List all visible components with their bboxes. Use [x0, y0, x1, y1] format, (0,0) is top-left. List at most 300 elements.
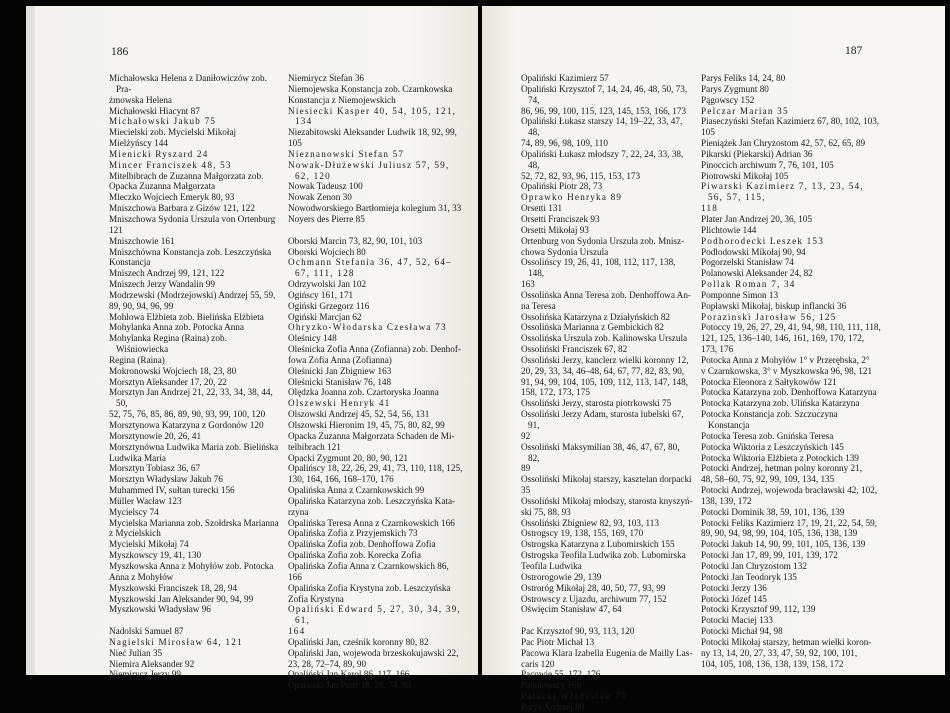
index-entry [521, 236, 693, 258]
index-entry-line: Oborski Marcin 73, 82, 90, 101, 103 [288, 235, 423, 246]
index-entry [288, 583, 463, 605]
index-entry-line: Potocki Maciej 133 [701, 615, 773, 626]
index-entry-line: Piaseczyński Stefan Kazimierz 67, 80, 102, 103, [701, 116, 880, 127]
index-entry [701, 485, 881, 507]
index-entry-line: Opaliński Jan, wojewoda brzeskokujawski 22, [288, 647, 459, 658]
index-entry [288, 160, 463, 182]
index-entry [701, 626, 881, 637]
index-entry [521, 626, 693, 637]
index-entry-line: Oleśnicy 148 [288, 333, 337, 344]
index-entry-line: 52, 72, 82, 93, 96, 115, 153, 173 [521, 170, 641, 181]
index-entry [701, 312, 881, 323]
index-entry [109, 485, 279, 496]
index-entry-line: Mniszchowie 161 [109, 235, 175, 246]
index-entry [521, 344, 693, 355]
index-entry [288, 518, 463, 529]
index-entry-line: Mleczko Wojciech Emeryk 80, 93 [109, 192, 235, 203]
index-entry [521, 637, 693, 648]
index-entry-line: Opaliński Edward 5, 27, 30, 34, 39, 61, [288, 604, 461, 626]
index-entry-line: Mniszchowa Barbara z Gizów 121, 122 [109, 203, 255, 214]
index-entry-line: 89, 90, 94, 96, 99 [109, 300, 174, 311]
index-entry-line: na Teresa [521, 300, 556, 311]
index-entry [521, 355, 693, 398]
index-entry [109, 669, 279, 680]
index-entry [701, 171, 881, 182]
index-entry [521, 648, 693, 670]
index-column-left-2 [288, 73, 463, 691]
index-entry [288, 366, 463, 377]
index-entry-line: Opacka Zuzanna Małgorzata [109, 181, 216, 192]
index-entry-line: Mniszech Jerzy Wandalin 99 [109, 279, 215, 290]
index-entry [109, 659, 279, 670]
index-entry-line: Polanowski Aleksander 24, 82 [701, 268, 813, 279]
index-entry [109, 637, 279, 648]
index-entry [521, 257, 693, 290]
index-entry [109, 138, 279, 149]
index-entry-line: Orsetti Franciszek 93 [521, 213, 600, 224]
index-entry [109, 366, 279, 377]
index-entry-line: Morsztyn Władysław Jakub 76 [109, 474, 223, 485]
index-entry [521, 518, 693, 529]
index-entry [701, 84, 881, 95]
index-entry-line: Ossoliński Mikołaj młodszy, starosta knyszyń- [521, 495, 693, 506]
index-entry-line: Ossoliński Maksymilian 38, 46, 47, 67, 80, 82, [521, 441, 680, 463]
index-entry [521, 290, 693, 312]
index-entry-line: Ostrowscy z Ujazdu, archiwum 77, 152 [521, 593, 667, 604]
index-entry-line: Pinoccich archiwum 7, 76, 101, 105 [701, 159, 834, 170]
index-entry-line: Morsztynówna Ludwika Maria zob. Bielińska [109, 441, 279, 452]
index-entry [109, 268, 279, 279]
index-entry-line: 20, 29, 33, 34, 46–48, 64, 67, 77, 82, 83, 90, [521, 365, 685, 376]
index-entry [288, 257, 463, 279]
index-entry-line: Myszkowska Anna z Mohyłów zob. Potocka [109, 560, 274, 571]
index-entry-line: Pac Piotr Michał 13 [521, 636, 595, 647]
index-entry-line: 74, 89, 96, 98, 109, 110 [521, 138, 608, 149]
index-entry-line: Niemira Aleksander 92 [109, 658, 195, 669]
index-entry-line: Ossoliński Mikołaj starszy, kasztelan dorpacki [521, 474, 692, 485]
index-entry [701, 322, 881, 355]
index-entry-line: Pałucki Władysław 70 [521, 691, 628, 702]
index-entry [109, 322, 279, 333]
index-entry-line: Olędzka Joanna zob. Czartoryska Joanna [288, 387, 439, 398]
index-entry [701, 214, 881, 225]
index-entry-line: Pelczar Marian 35 [701, 105, 789, 116]
index-entry-line: Ogiński Marcjan 62 [288, 311, 362, 322]
index-entry [701, 268, 881, 279]
index-entry-line: Modrzewski (Modrzejowski) Andrzej 55, 59, [109, 289, 276, 300]
index-entry-line: Konstancja [109, 257, 151, 268]
index-entry [701, 236, 881, 247]
index-entry-line: Nowak-Dłużewski Juliusz 57, 59, 62, 120 [288, 159, 450, 181]
index-entry-line: Michałowski Hiacynt 87 [109, 105, 200, 116]
index-entry-line: Potocka Teresa zob. Gnińska Teresa [701, 430, 834, 441]
index-entry-line: Ossoliński Zbigniew 82, 93, 103, 113 [521, 517, 659, 528]
index-entry-line: Potocki Jan 17, 89, 99, 101, 139, 172 [701, 550, 838, 561]
index-entry [109, 604, 279, 615]
index-entry [701, 409, 881, 431]
index-entry [521, 149, 693, 182]
index-entry-line: Olszewski Henryk 41 [288, 398, 391, 409]
index-entry-line: Opaliński Łukasz starszy 14, 19–22, 33, 47, 48, [521, 116, 683, 138]
index-entry-line: Morsztyn Tobiasz 36, 67 [109, 463, 201, 474]
index-entry-line: Mielżyńscy 144 [109, 138, 168, 149]
index-entry-line: Niesiecki Kasper 40, 54, 105, 121, 134 [288, 105, 457, 127]
index-entry [521, 398, 693, 409]
index-entry [288, 214, 463, 225]
index-entry-line: Potocka Wiktoria z Leszczyńskich 145 [701, 441, 844, 452]
index-entry-line: Ossoliński Jerzy Adam, starosta lubelski 67, 91, [521, 409, 684, 430]
index-entry-line: Podhorodecki Leszek 153 [701, 235, 825, 246]
index-entry [701, 550, 881, 561]
index-entry [521, 474, 693, 496]
index-entry [701, 387, 881, 398]
index-entry [701, 583, 881, 594]
index-entry-line: Niemojewska Konstancja zob. Czarnkowska [288, 83, 453, 94]
index-entry [521, 181, 693, 192]
index-entry-line: Anna z Mohyłów [109, 571, 174, 582]
index-entry-line: 173, 176 [701, 344, 734, 355]
index-entry [521, 539, 693, 550]
index-entry-line: Opalińska Zofia z Przyjemskich 73 [288, 528, 418, 539]
index-entry [701, 615, 881, 626]
index-entry [109, 312, 279, 323]
index-entry [701, 572, 881, 583]
index-entry-line: Pacowie 55, 172, 176 [521, 669, 601, 680]
index-entry [288, 453, 463, 464]
index-entry-line: 89 [521, 463, 531, 474]
index-entry-line: Opalińska Katarzyna zob. Leszczyńska Kata- [288, 495, 456, 506]
index-entry-line: Miecielski zob. Mycielski Mikołaj [109, 127, 237, 138]
index-entry [701, 160, 881, 171]
index-entry-line: Olszowski Andrzej 45, 52, 54, 56, 131 [288, 409, 430, 420]
index-entry [288, 463, 463, 485]
index-entry-line: Potocki Józef 145 [701, 593, 767, 604]
index-entry-line: Orsetti 131 [521, 203, 563, 214]
right-page [482, 6, 945, 712]
index-entry-line: 89, 90, 94, 98, 99, 104, 105, 136, 138, 139 [701, 528, 858, 539]
index-entry-line: 35 [521, 485, 531, 496]
index-entry [109, 518, 279, 540]
index-entry-line: Mincer Franciszek 48, 53 [109, 159, 232, 170]
index-entry [521, 691, 693, 702]
index-entry-line: Ossoliński Franciszek 67, 82 [521, 344, 628, 355]
index-entry-line: Potocki Krzysztof 99, 112, 139 [701, 604, 816, 615]
index-entry-line: Opacka Zuzanna Małgorzata Schaden de Mi- [288, 430, 455, 441]
index-entry [521, 192, 693, 203]
index-entry-line: 104, 105, 108, 136, 138, 139, 158, 172 [701, 658, 844, 669]
index-entry-line: Potocka Anna z Mohyłów 1° v Przerębska, 2° [701, 354, 870, 365]
index-entry-line: Müller Wacław 123 [109, 495, 182, 506]
index-entry-line: Ossolińska Marianna z Gembickich 82 [521, 322, 664, 333]
index-entry [288, 279, 463, 290]
index-entry [521, 409, 693, 442]
index-entry-line: Michałowska Helena z Daniłowiczów zob. Pra- [109, 73, 267, 94]
index-entry-line: Nowodworskiego Bartłomieja kolegium 31, 33 [288, 203, 462, 214]
index-entry-line: Oprawko Henryka 89 [521, 192, 623, 203]
index-entry-line: 48, 58–60, 75, 92, 99, 109, 134, 135 [701, 474, 835, 485]
index-entry [288, 236, 463, 247]
index-entry [288, 409, 463, 420]
index-entry-line: caris 120 [521, 658, 555, 669]
index-entry [288, 550, 463, 561]
index-entry-line: Oleśnicki Jan Zbigniew 163 [288, 365, 392, 376]
index-entry [288, 485, 463, 496]
index-entry-line: Opacki Zygmunt 20, 80, 90, 121 [288, 452, 408, 463]
index-entry [521, 312, 693, 323]
index-entry [521, 225, 693, 236]
index-entry-line: Opaliński Piotr 28, 73 [521, 181, 603, 192]
index-entry [701, 463, 881, 485]
index-entry [109, 106, 279, 117]
index-entry-line: Potoccy 19, 26, 27, 29, 41, 94, 98, 110, 111, 118, [701, 322, 881, 333]
index-entry-line: Mniszchówna Konstancja zob. Leszczyńska [109, 246, 272, 257]
index-entry [109, 290, 279, 312]
index-entry-line: Mienicki Ryszard 24 [109, 148, 209, 159]
index-entry-line: 92 [521, 430, 531, 441]
index-entry-line: Potocka Wiktoria Elżbieta z Potockich 139 [701, 452, 859, 463]
index-entry [701, 561, 881, 572]
index-entry [521, 214, 693, 225]
index-entry-line: Morsztynowie 20, 26, 41 [109, 430, 202, 441]
index-entry-line: Potocki Jerzy 136 [701, 582, 767, 593]
index-entry-line: 121, 125, 136–140, 146, 161, 169, 170, 172, [701, 333, 865, 344]
index-entry [109, 626, 279, 637]
index-entry [288, 322, 463, 333]
index-entry-line: 52, 75, 76, 85, 86, 89, 90, 93, 99, 100, 120 [109, 409, 266, 420]
index-entry [288, 387, 463, 398]
index-entry [701, 95, 881, 106]
index-entry-line: Opalińska Zofia zob. Denhoffowa Zofia [288, 539, 436, 550]
index-entry [521, 702, 693, 713]
index-entry-line: Ostrorogowie 29, 139 [521, 571, 602, 582]
index-entry [109, 203, 279, 214]
index-entry-line: Opalińska Teresa Anna z Czarnkowskich 166 [288, 517, 455, 528]
index-entry-line: Muhammed IV, sułtan turecki 156 [109, 485, 235, 496]
index-entry-line: Ossolińscy 19, 26, 41, 108, 112, 117, 138, 148, [521, 257, 676, 279]
index-entry [288, 84, 463, 106]
index-entry-line: Myszkowski Jan Aleksander 90, 94, 99 [109, 593, 254, 604]
index-entry-line: Morsztyn Jan Andrzej 21, 22, 33, 34, 38, 44, 50, [109, 387, 273, 409]
index-entry-line: chowa Sydonia Urszula [521, 246, 609, 257]
index-entry-line: Mycielscy 74 [109, 506, 159, 517]
index-entry-line: Opalińska Anna z Czarnkowskich 99 [288, 485, 425, 496]
index-entry [521, 550, 693, 572]
index-entry-line: Niemirycz Stefan 36 [288, 73, 365, 83]
index-entry-line: Opaliński Jan, cześnik koronny 80, 82 [288, 636, 429, 647]
index-entry-line: Opaliński Jan Karol 86, 117, 166 [288, 669, 410, 680]
index-entry-line: Pollak Roman 7, 34 [701, 279, 796, 290]
section-gap [288, 225, 463, 236]
index-entry [109, 420, 279, 431]
index-entry-line: Ohryzko-Włodarska Czesława 73 [288, 322, 447, 333]
index-entry-line: 158, 172, 173, 175 [521, 387, 590, 398]
index-entry-line: Parys Zygmunt 80 [701, 83, 769, 94]
index-entry [288, 528, 463, 539]
index-entry [701, 73, 881, 84]
index-entry-line: Ogiński Grzegorz 116 [288, 300, 370, 311]
index-entry-line: Potocki Jakub 14, 90, 99, 101, 105, 136, 139 [701, 539, 866, 550]
index-entry [521, 583, 693, 594]
index-entry [521, 116, 693, 149]
index-entry-line: Ortenburg von Sydonia Urszula zob. Mnisz- [521, 235, 685, 246]
index-entry-line: Regina (Raina) [109, 354, 165, 365]
index-entry-line: Niezabitowski Aleksander Ludwik 18, 92, 99, [288, 127, 457, 138]
index-entry-line: z Mycielskich [109, 528, 161, 539]
index-entry [288, 344, 463, 366]
index-entry [701, 138, 881, 149]
index-entry-line: Potocka Katarzyna zob. Denhoffowa Katarzyna [701, 387, 877, 398]
index-column-right-1 [521, 73, 693, 713]
index-entry-line: Mycielski Mikołaj 74 [109, 539, 189, 550]
index-entry-line: 163 [521, 279, 535, 290]
index-entry [288, 290, 463, 301]
index-entry [701, 279, 881, 290]
index-entry-line: Potocka Konstancja zob. Szczuczyna Konstancja [701, 409, 838, 430]
index-entry-line: Opalińscy 18, 22, 26, 29, 41, 73, 110, 118, 125, [288, 463, 463, 474]
section-gap [109, 615, 279, 626]
index-entry-line: v Czarnkowska, 3° v Myszkowska 96, 98, 121 [701, 365, 873, 376]
index-entry-line: Padniewscy 166 [521, 680, 581, 691]
index-entry-line: Opaliński Kazimierz 57 [521, 73, 609, 83]
index-entry [288, 181, 463, 192]
index-entry [109, 539, 279, 550]
index-entry-line: Mitelbibrach de Zuzanna Małgorzata zob. [109, 170, 264, 181]
index-entry [288, 398, 463, 409]
index-entry [288, 312, 463, 323]
index-entry-line: Nadolski Samuel 87 [109, 626, 184, 637]
index-entry [701, 301, 881, 312]
index-entry-line: Porazinski Jarosław 56, 125 [701, 311, 837, 322]
index-entry-line: Opalińska Zofia Krystyna zob. Leszczyńska [288, 582, 451, 593]
index-entry-line: Parys Andrzej 80 [521, 701, 585, 712]
index-entry [288, 496, 463, 518]
index-entry [701, 377, 881, 388]
index-entry [288, 247, 463, 258]
index-entry-line: Potocka Katarzyna zob. Ulińska Katarzyna [701, 398, 860, 409]
index-entry-line: Noyers des Pierre 85 [288, 213, 365, 224]
index-entry-line: Pągowscy 152 [701, 94, 755, 105]
index-entry-line: ski 75, 88, 93 [521, 506, 571, 517]
index-entry [701, 398, 881, 409]
index-entry-line: Ochmann Stefania 36, 47, 52, 64–67, 111, 128 [288, 257, 452, 279]
index-entry-line: Ogińscy 161, 171 [288, 289, 354, 300]
index-entry-line: Ossolińska Urszula zob. Kalinowska Urszula [521, 333, 688, 344]
index-entry [521, 442, 693, 475]
index-entry-line: Oborski Wojciech 80 [288, 246, 366, 257]
index-entry-line: Mycielska Marianna zob. Szołdrska Marianna [109, 517, 279, 528]
index-entry [109, 149, 279, 160]
index-entry-line: Ossolińska Katarzyna z Działyńskich 82 [521, 311, 671, 322]
index-entry-line: 105 [701, 127, 715, 138]
index-entry [701, 637, 881, 670]
index-entry [288, 149, 463, 160]
index-entry [288, 431, 463, 453]
index-entry [521, 73, 693, 84]
index-entry [701, 507, 881, 518]
index-entry [701, 518, 881, 540]
index-entry [109, 127, 279, 138]
index-entry-line: Potocki Andrzej, wojewoda bracławski 42, 102, [701, 485, 878, 496]
index-entry-line: Mniszchowa Sydonia Urszula von Ortenburg [109, 213, 276, 224]
index-entry [521, 572, 693, 583]
index-entry-line: Oleśnicki Stanisław 76, 148 [288, 376, 392, 387]
index-entry [521, 669, 693, 680]
index-entry-line: 164 [288, 626, 306, 637]
index-entry-line: Pomponne Simon 13 [701, 289, 779, 300]
index-entry [109, 594, 279, 605]
index-entry-line: Oświęcim Stanisław 47, 64 [521, 604, 622, 615]
left-page [26, 6, 478, 691]
index-entry-line: Plichtowie 144 [701, 224, 757, 235]
index-entry [109, 333, 279, 366]
index-entry-line: 118 [701, 203, 719, 214]
index-entry [288, 333, 463, 344]
index-entry [288, 377, 463, 388]
page-number-left: 186 [111, 46, 129, 58]
index-entry [109, 648, 279, 659]
index-entry [288, 73, 463, 84]
index-entry [109, 236, 279, 247]
index-entry [109, 431, 279, 442]
index-entry [109, 171, 279, 193]
index-entry-line: Mohylanka Regina (Raina) zob. Wiśniowiecka [109, 333, 227, 355]
index-entry [701, 453, 881, 464]
index-entry [701, 116, 881, 138]
index-entry-line: Nagielski Mirosław 64, 121 [109, 636, 243, 647]
index-entry-line: Myszkowski Władysław 96 [109, 604, 211, 615]
index-entry [288, 539, 463, 550]
index-entry [701, 604, 881, 615]
index-entry-line: fowa Zofia Anna (Zofianna) [288, 354, 392, 365]
index-entry [521, 604, 693, 615]
index-entry-line: Nowak Tadeusz 100 [288, 181, 363, 192]
index-entry [109, 279, 279, 290]
index-entry-line: Mohlowa Elżbieta zob. Bielińska Elżbieta [109, 311, 264, 322]
index-entry [288, 604, 463, 637]
index-entry [109, 214, 279, 236]
index-entry [109, 73, 279, 106]
index-entry-line: Ludwika Maria [109, 452, 166, 463]
index-entry [701, 257, 881, 268]
index-entry [288, 192, 463, 203]
index-entry-line: Odrzywolski Jan 102 [288, 279, 367, 290]
index-entry-line: 91, 94, 99, 104, 105, 109, 112, 113, 147, 148, [521, 376, 688, 387]
index-entry-line: Ossoliński Jerzy, kanclerz wielki koronny 12, [521, 354, 689, 365]
index-entry-line: Opalińska Zofia zob. Korecka Zofia [288, 550, 421, 561]
index-entry-line: Olszowski Hieronim 19, 45, 75, 80, 82, 99 [288, 420, 445, 430]
index-entry-line: Pikarski (Piekarski) Adrian 36 [701, 148, 813, 159]
index-entry-line: Parys Feliks 14, 24, 80 [701, 73, 786, 83]
page-number-right: 187 [845, 45, 863, 57]
index-entry [288, 301, 463, 312]
index-entry-line: Mniszech Andrzej 99, 121, 122 [109, 268, 225, 279]
index-entry-line: Morsztynowa Katarzyna z Gordonów 120 [109, 420, 264, 430]
index-entry-line: Popławski Mikołaj, biskup inflancki 36 [701, 300, 847, 311]
index-entry [701, 225, 881, 236]
index-entry [109, 474, 279, 485]
index-entry-line: Orsetti Mikołaj 93 [521, 224, 589, 235]
index-entry [109, 550, 279, 561]
index-entry-line: Piotrowski Mikołaj 105 [701, 170, 789, 181]
index-entry-line: Pac Krzysztof 90, 93, 113, 120 [521, 626, 635, 637]
index-entry [521, 528, 693, 539]
index-entry-line: Podlodowski Mikołaj 90, 94 [701, 246, 806, 257]
index-entry-line: Teofila Ludwika [521, 560, 582, 571]
index-entry-line: Nowak Zenon 30 [288, 192, 352, 203]
index-entry-line: Pieniążek Jan Chryzostom 42, 57, 62, 65, 89 [701, 138, 866, 149]
index-entry [521, 680, 693, 691]
index-entry [109, 463, 279, 474]
